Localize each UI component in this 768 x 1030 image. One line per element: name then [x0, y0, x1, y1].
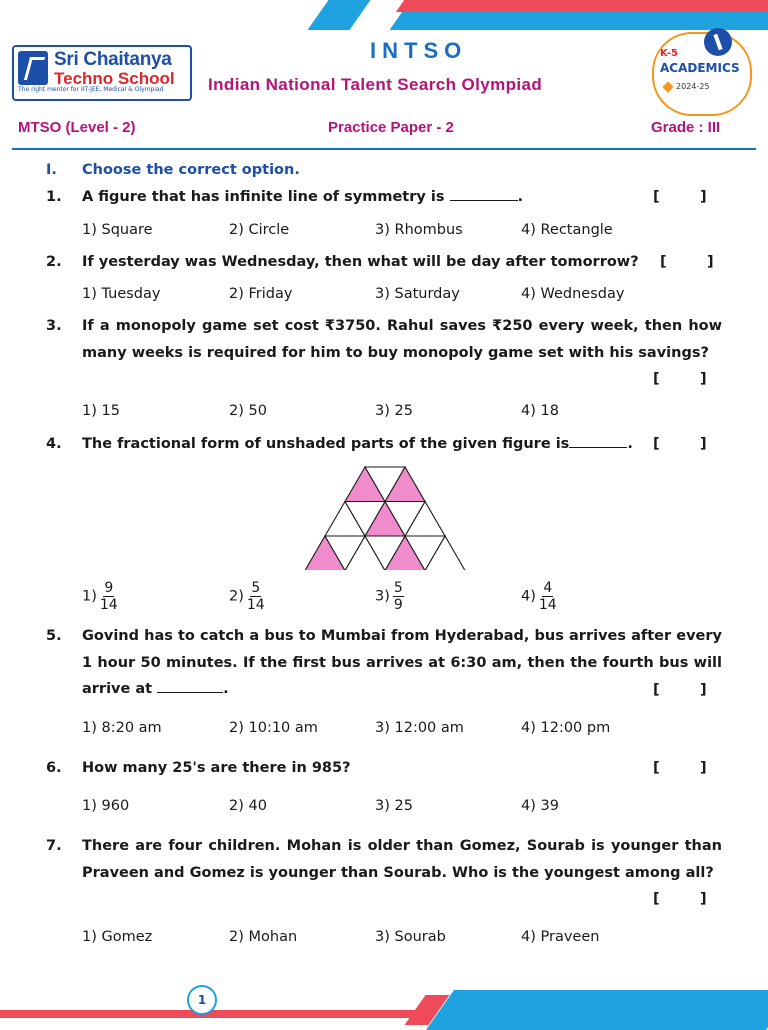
bottom-decoration-blue [426, 990, 768, 1030]
answer-blank [569, 433, 627, 448]
option: 3) 12:00 am [375, 720, 464, 736]
question-text: The fractional form of unshaded parts of the given figure is . [82, 431, 652, 458]
option: 1) Square [82, 222, 153, 238]
grade-label: Grade : III [651, 119, 721, 136]
section-number: I. [46, 162, 57, 178]
answer-bracket: [ ] [653, 436, 707, 452]
answer-bracket: [ ] [653, 682, 707, 698]
option: 2) 50 [229, 403, 267, 419]
logo-icon [18, 51, 48, 85]
option: 3) $\frac{5}{9}$ [375, 580, 403, 613]
badge-name: ACADEMICS [660, 61, 740, 75]
question-number: 5. [46, 628, 62, 644]
question-number: 1. [46, 189, 62, 205]
option: 4) 18 [521, 403, 559, 419]
answer-blank [157, 678, 223, 693]
diamond-icon [662, 81, 673, 92]
question-number: 4. [46, 436, 62, 452]
answer-bracket: [ ] [653, 189, 707, 205]
academics-badge [652, 32, 752, 116]
option: 1) $\frac{9}{14}$ [82, 580, 118, 613]
page-number: 1 [187, 985, 217, 1015]
badge-year: 2024-25 [676, 82, 710, 91]
question-number: 7. [46, 838, 62, 854]
option: 2) Friday [229, 286, 293, 302]
option: 2) $\frac{5}{14}$ [229, 580, 265, 613]
option: 2) 10:10 am [229, 720, 318, 736]
logo-tagline: The right mentor for IIT-JEE, Medical & Olympiad [18, 86, 164, 93]
logo-subname: Techno School [54, 69, 175, 88]
option: 3) Saturday [375, 286, 460, 302]
question-number: 6. [46, 760, 62, 776]
question-number: 3. [46, 318, 62, 334]
option: 2) Mohan [229, 929, 298, 945]
question-text: If yesterday was Wednesday, then what will be day after tomorrow? [82, 254, 639, 270]
exam-level: MTSO (Level - 2) [18, 119, 136, 136]
question-number: 2. [46, 254, 62, 270]
page-title: INTSO [370, 38, 468, 63]
option: 3) Sourab [375, 929, 446, 945]
option: 4) Praveen [521, 929, 600, 945]
option: 4) 12:00 pm [521, 720, 611, 736]
header-divider [12, 148, 756, 150]
option: 1) 960 [82, 798, 130, 814]
answer-bracket: [ ] [653, 891, 707, 907]
logo-name: Sri Chaitanya [54, 49, 172, 70]
option: 2) Circle [229, 222, 290, 238]
badge-k5: K-5 [660, 48, 678, 59]
answer-bracket: [ ] [653, 760, 707, 776]
option: 4) Wednesday [521, 286, 625, 302]
question-text: How many 25's are there in 985? [82, 760, 351, 776]
answer-bracket: [ ] [660, 254, 714, 270]
option: 4) Rectangle [521, 222, 613, 238]
page-subtitle: Indian National Talent Search Olympiad [208, 75, 543, 94]
question-text: If a monopoly game set cost ₹3750. Rahul saves ₹250 every week, then how many weeks is required for him to buy monopoly game set with his savings? [82, 318, 722, 361]
question-text: There are four children. Mohan is older than Gomez, Sourab is younger than Praveen and Gomez is younger than Sourab. Who is the youngest among all? [82, 838, 722, 881]
option: 4) $\frac{4}{14}$ [521, 580, 557, 613]
runner-icon [704, 28, 732, 56]
option: 3) Rhombus [375, 222, 463, 238]
answer-bracket: [ ] [653, 371, 707, 387]
answer-blank [450, 186, 518, 201]
option: 1) Gomez [82, 929, 153, 945]
question-text: Govind has to catch a bus to Mumbai from Hyderabad, bus arrives after every 1 hour 50 minutes. If the first bus arrives at 6:30 am, then the fourth bus will arrive at . [82, 628, 722, 697]
option: 1) 15 [82, 403, 120, 419]
question-text: A figure that has infinite line of symmetry is . [82, 184, 722, 211]
option: 3) 25 [375, 403, 413, 419]
option: 1) 8:20 am [82, 720, 162, 736]
paper-name: Practice Paper - 2 [328, 119, 454, 136]
option: 3) 25 [375, 798, 413, 814]
top-decoration-red [396, 0, 768, 12]
option: 2) 40 [229, 798, 267, 814]
triangle-figure [300, 466, 470, 570]
option: 1) Tuesday [82, 286, 161, 302]
school-logo [12, 45, 192, 101]
option: 4) 39 [521, 798, 559, 814]
section-title: Choose the correct option. [82, 162, 300, 178]
